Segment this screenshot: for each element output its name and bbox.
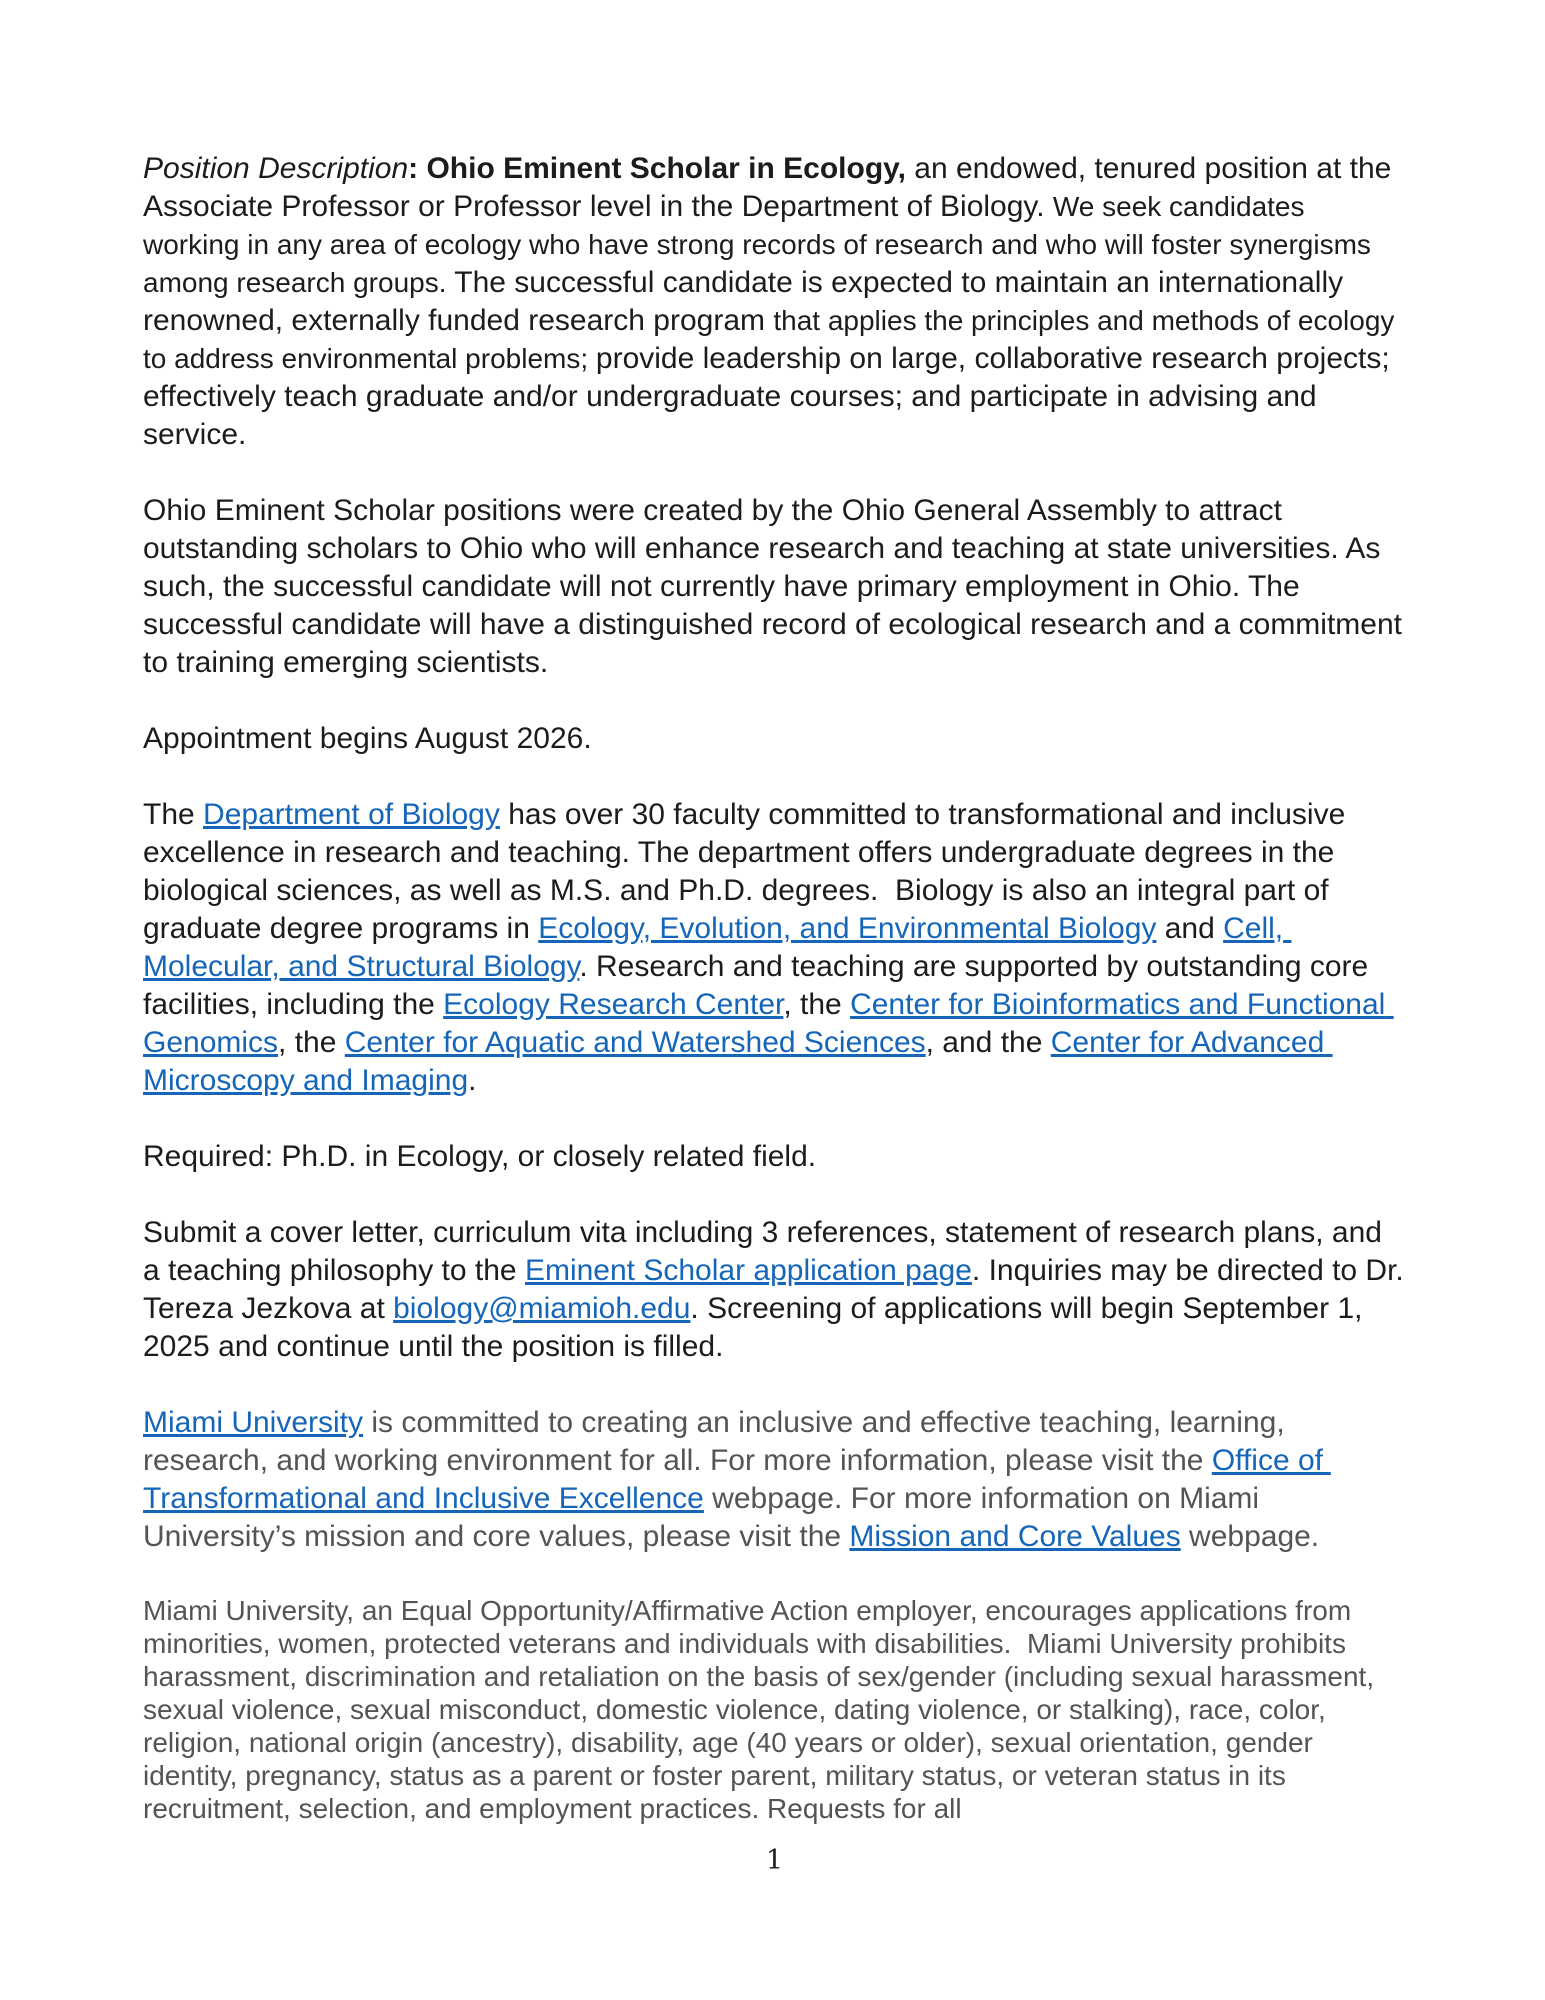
- cell-molecular-structural-biology-link[interactable]: Cell, Molecular, and Structural Biology: [143, 912, 1292, 983]
- ohio-eminent-scholar-paragraph: [143, 492, 1411, 682]
- text-run: , the: [278, 1026, 345, 1059]
- department-of-biology-link[interactable]: Department of Biology: [203, 798, 500, 831]
- ecology-research-center-link[interactable]: Ecology Research Center: [443, 988, 784, 1021]
- text-run: . Research and teaching are supported by outstanding core facilities, including the: [143, 950, 1377, 1021]
- equal-opportunity-paragraph: [143, 1594, 1406, 1825]
- miami-university-link[interactable]: Miami University: [143, 1406, 364, 1439]
- text-run: provide leadership on large, collaborative research projects; effectively teach graduate and/or undergraduate courses; and participate in advising and service.: [143, 342, 1399, 451]
- text-run: Ohio Eminent Scholar positions were created by the Ohio General Assembly to attract outstanding scholars to Ohio who will enhance research and teaching at state universities. As such, the successful candidate will not currently have primary employment in Ohio. The successful candidate will have a distinguished record of ecological research and a commitment to training emerging scientists.: [143, 494, 1411, 679]
- submit-application-paragraph: [143, 1214, 1412, 1366]
- text-run: has over 30 faculty committed to transformational and inclusive excellence in research and teaching. The department offers undergraduate degrees in the biological sciences, as well as M.S. and Ph.D. degrees. Biology is also an integral part of graduate degree programs in: [143, 798, 1354, 945]
- inclusive-excellence-paragraph: [143, 1404, 1406, 1556]
- page-number: 1: [765, 1845, 784, 1876]
- text-run: Submit a cover letter, curriculum vita including 3 references, statement of research plans, and a teaching philosophy to the: [143, 1216, 1391, 1287]
- text-run: and: [1156, 912, 1224, 945]
- biology-email-link[interactable]: biology@miamioh.edu: [393, 1292, 691, 1325]
- text-run: , the: [783, 988, 851, 1021]
- center-advanced-microscopy-imaging-link[interactable]: Center for Advanced Microscopy and Imaging: [143, 1026, 1333, 1097]
- text-run: that applies the principles and methods of ecology to address environmental problems;: [143, 305, 1403, 374]
- text-run: . Screening of applications will begin September 1, 2025 and continue until the position is filled.: [143, 1292, 1371, 1363]
- center-bioinformatics-functional-genomics-link[interactable]: Center for Bioinformatics and Functional Genomics: [143, 988, 1394, 1059]
- text-run: Position Description: [143, 152, 409, 185]
- text-run: : Ohio Eminent Scholar in Ecology,: [408, 152, 906, 185]
- text-run: The successful candidate is expected to maintain an internationally renowned, externally funded research program: [143, 266, 1352, 337]
- text-run: , and the: [925, 1026, 1051, 1059]
- eminent-scholar-application-page-link[interactable]: Eminent Scholar application page: [524, 1254, 972, 1287]
- mission-and-core-values-link[interactable]: Mission and Core Values: [849, 1520, 1181, 1553]
- text-run: . Inquiries may be directed to Dr. Tereza Jezkova at: [143, 1254, 1412, 1325]
- appointment-paragraph: [143, 720, 1406, 758]
- text-run: an endowed, tenured position at the Associate Professor or Professor level in the Department of Biology.: [143, 152, 1399, 223]
- document-content: [143, 150, 1412, 1863]
- department-overview-paragraph: [143, 796, 1406, 1100]
- text-run: We seek candidates working in any area of ecology who have strong records of research and who will foster synergisms among research groups.: [143, 191, 1379, 298]
- text-run: webpage. For more information on Miami University’s mission and core values, please visit the: [143, 1482, 1268, 1553]
- text-run: The: [143, 798, 204, 831]
- text-run: webpage.: [1180, 1520, 1320, 1553]
- text-run: Appointment begins August 2026.: [143, 722, 592, 755]
- required-paragraph: [143, 1138, 1406, 1176]
- text-run: Required: Ph.D. in Ecology, or closely related field.: [143, 1140, 817, 1173]
- position-description-paragraph: [143, 150, 1406, 454]
- office-transformational-inclusive-excellence-link[interactable]: Office of Transformational and Inclusive Excellence: [143, 1444, 1331, 1515]
- ecology-evolution-environmental-biology-link[interactable]: Ecology, Evolution, and Environmental Biology: [538, 912, 1157, 945]
- text-run: .: [468, 1064, 477, 1097]
- center-aquatic-watershed-sciences-link[interactable]: Center for Aquatic and Watershed Sciences: [344, 1026, 926, 1059]
- text-run: is committed to creating an inclusive and effective teaching, learning, research, and working environment for all. For more information, please visit the: [143, 1406, 1293, 1477]
- text-run: Miami University, an Equal Opportunity/Affirmative Action employer, encourages applications from minorities, women, protected veterans and individuals with disabilities. Miami University prohibits harassment, discrimination and retaliation on the basis of sex/gender (including sexual harassment, sexual violence, sexual misconduct, domestic violence, dating violence, or stalking), race, color, religion, national origin (ancestry), disability, age (40 years or older), sexual orientation, gender identity, pregnancy, status as a parent or foster parent, military status, or veteran status in its recruitment, selection, and employment practices. Requests for all: [143, 1595, 1382, 1824]
